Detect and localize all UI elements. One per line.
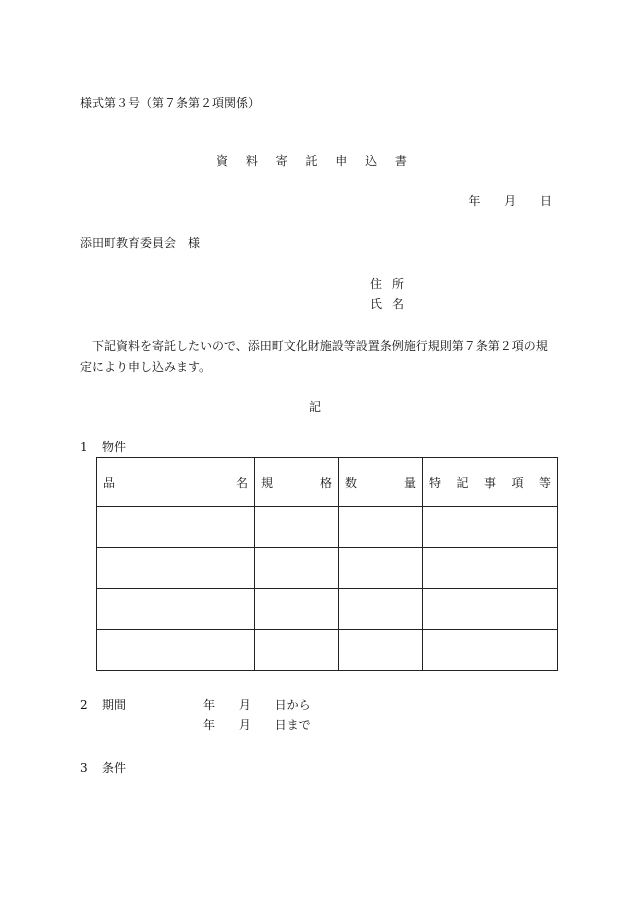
header-item-name-char: 名 bbox=[235, 475, 248, 490]
header-quantity-char: 数 bbox=[345, 475, 358, 490]
header-remarks bbox=[423, 458, 558, 507]
remarks-cell[interactable] bbox=[423, 507, 558, 548]
header-specification bbox=[255, 458, 339, 507]
header-remarks-char: 特 bbox=[429, 475, 442, 490]
remarks-cell[interactable] bbox=[423, 548, 558, 589]
remarks-cell[interactable] bbox=[423, 589, 558, 630]
table-row bbox=[97, 630, 558, 671]
quantity-cell[interactable] bbox=[339, 507, 423, 548]
items-table bbox=[96, 457, 558, 671]
item-name-cell[interactable] bbox=[97, 630, 255, 671]
specification-cell[interactable] bbox=[255, 548, 339, 589]
header-specification-char: 規 bbox=[261, 475, 274, 490]
quantity-cell[interactable] bbox=[339, 630, 423, 671]
table-header-row bbox=[97, 458, 558, 507]
header-remarks-char: 項 bbox=[511, 475, 524, 490]
item-name-cell[interactable] bbox=[97, 507, 255, 548]
section-conditions-number: 3 bbox=[80, 761, 88, 775]
date-line: 年 月 日 bbox=[468, 194, 552, 208]
applicant-name-label: 氏名 bbox=[370, 297, 415, 311]
header-quantity bbox=[339, 458, 423, 507]
table-row bbox=[97, 507, 558, 548]
period-from: 年 月 日から bbox=[203, 698, 311, 712]
header-quantity-char: 量 bbox=[403, 475, 416, 490]
item-name-cell[interactable] bbox=[97, 548, 255, 589]
quantity-cell[interactable] bbox=[339, 589, 423, 630]
applicant-address-label: 住所 bbox=[370, 277, 415, 291]
table-row bbox=[97, 589, 558, 630]
specification-cell[interactable] bbox=[255, 589, 339, 630]
section-conditions bbox=[80, 761, 126, 775]
specification-cell[interactable] bbox=[255, 630, 339, 671]
header-remarks-char: 記 bbox=[456, 475, 469, 490]
header-item-name-char: 品 bbox=[103, 475, 116, 490]
table-row bbox=[97, 548, 558, 589]
application-statement: 下記資料を寄託したいので、添田町文化財施設等設置条例施行規則第７条第２項の規定により申し込みます。 bbox=[80, 339, 548, 374]
record-heading: 記 bbox=[308, 400, 321, 414]
section-items bbox=[80, 440, 126, 454]
section-period bbox=[80, 698, 126, 712]
section-period-number: 2 bbox=[80, 698, 88, 712]
section-conditions-label: 条件 bbox=[102, 761, 127, 775]
header-remarks-char: 事 bbox=[483, 475, 496, 490]
header-specification-char: 格 bbox=[319, 475, 332, 490]
period-to: 年 月 日まで bbox=[203, 718, 311, 732]
section-period-label: 期間 bbox=[102, 698, 127, 712]
header-item-name bbox=[97, 458, 255, 507]
form-number: 様式第３号（第７条第２項関係） bbox=[80, 96, 261, 110]
addressee: 添田町教育委員会 様 bbox=[80, 236, 201, 250]
section-items-label: 物件 bbox=[102, 440, 127, 454]
item-name-cell[interactable] bbox=[97, 589, 255, 630]
header-remarks-char: 等 bbox=[538, 475, 551, 490]
section-items-number: 1 bbox=[80, 440, 88, 454]
document-title: 資 料 寄 託 申 込 書 bbox=[216, 154, 414, 168]
specification-cell[interactable] bbox=[255, 507, 339, 548]
quantity-cell[interactable] bbox=[339, 548, 423, 589]
remarks-cell[interactable] bbox=[423, 630, 558, 671]
